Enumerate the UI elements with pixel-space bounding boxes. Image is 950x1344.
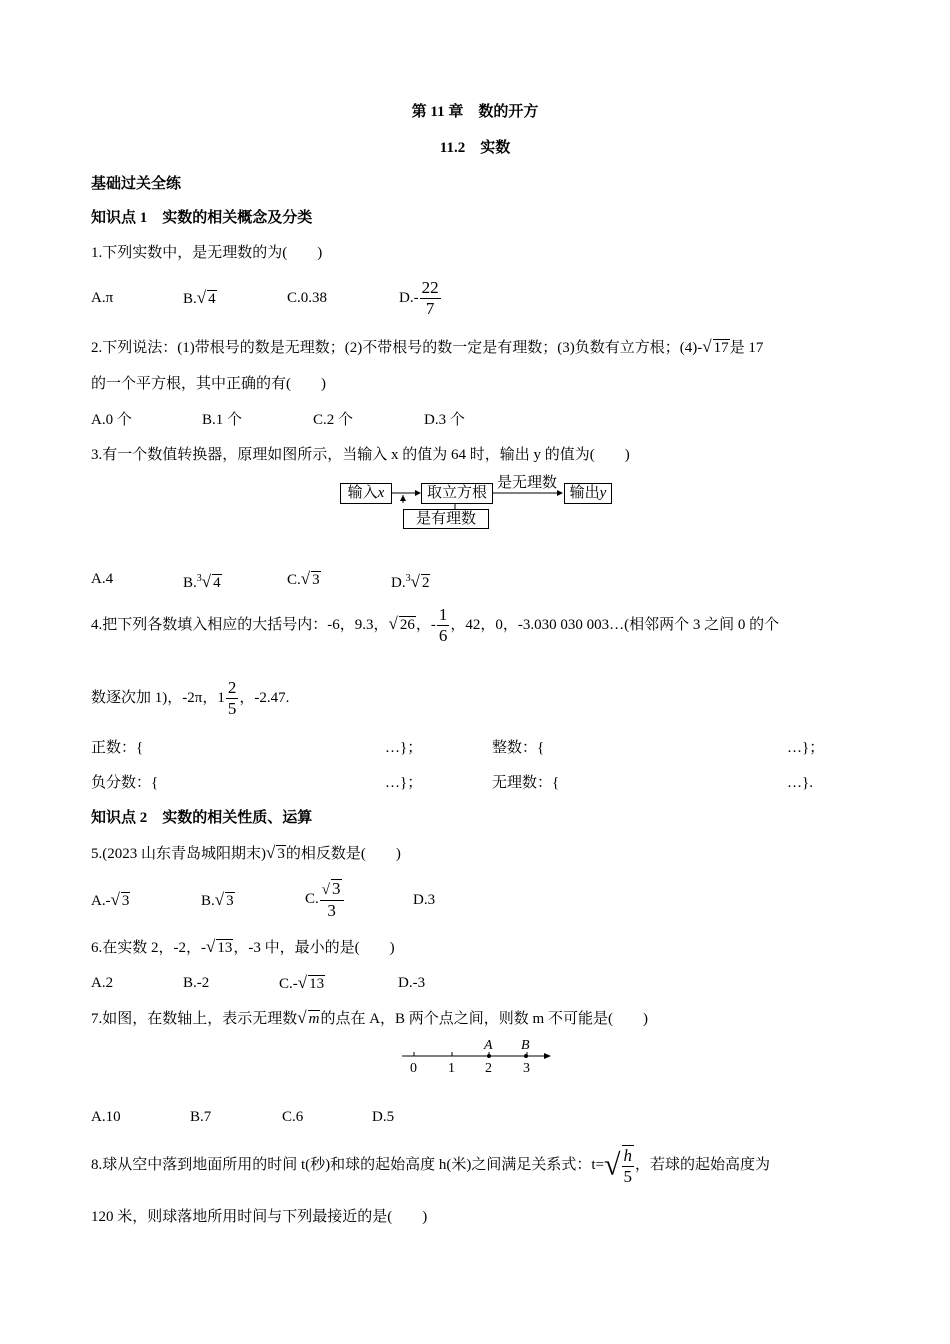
q4-irrational-label: 无理数：{ (492, 775, 560, 791)
q3-stem: 3.有一个数值转换器，原理如图所示，当输入 x 的值为 64 时，输出 y 的值为( ) (91, 447, 630, 463)
q6-stem: 6.在实数 2，-2，-√ 13，-3 中，最小的是( ) (91, 937, 395, 956)
q7-option-d: D.5 (372, 1109, 395, 1125)
q2-line-2: 的一个平方根，其中正确的有( ) (91, 376, 326, 392)
q6-option-d: D.-3 (398, 975, 426, 991)
chapter-title: 第 11 章 数的开方 (411, 104, 539, 120)
q1-stem: 1.下列实数中，是无理数的为( ) (91, 245, 323, 261)
q4-negative-fraction-close: …}； (385, 775, 423, 791)
q4-negative-fraction-label: 负分数：{ (91, 775, 159, 791)
q1-option-c: C.0.38 (287, 290, 328, 306)
q6-option-a: A.2 (91, 975, 114, 991)
point-b-label: B (521, 1038, 530, 1053)
q6-option-b: B.-2 (183, 975, 210, 991)
flow-process-box: 取立方根 (421, 483, 493, 504)
q7-stem: 7.如图，在数轴上，表示无理数√ m的点在 A，B 两个点之间，则数 m 不可能是( ) (91, 1008, 648, 1027)
q3-option-b: B.$^3$√ 4 (183, 572, 221, 591)
q3-option-a: A.4 (91, 571, 114, 587)
q4-line-1: 4.把下列各数填入相应的大括号内：-6，9.3，√ 26，- $\frac{1}{6}$ ，42，0，-3.030 030 003…(相邻两个 3 之间 0 的个 (91, 605, 780, 646)
q3-option-d: D.$^3$√ 2 (391, 572, 430, 591)
q5-option-a: A.-√ 3 (91, 890, 130, 909)
tick-0: 0 (410, 1061, 417, 1076)
q2-line-1: 2.下列说法：(1)带根号的数是无理数；(2)不带根号的数一定是有理数；(3)负数有立方根；(4)-√ 17是 17 (91, 337, 764, 356)
number-line-axis (398, 1036, 558, 1080)
q2-option-a: A.0 个 (91, 412, 132, 428)
q7-number-line (398, 1036, 558, 1080)
knowledge-point-2: 知识点 2 实数的相关性质、运算 (91, 810, 313, 826)
q7-option-a: A.10 (91, 1109, 121, 1125)
q5-option-d: D.3 (413, 892, 436, 908)
q7-option-b: B.7 (190, 1109, 212, 1125)
q5-stem: 5.(2023 山东青岛城阳期末)√ 3的相反数是( ) (91, 843, 401, 862)
q6-option-c: C.-√ 13 (279, 973, 325, 992)
q2-option-c: C.2 个 (313, 412, 354, 428)
intro-heading: 基础过关全练 (91, 176, 182, 192)
flow-rational-box: 是有理数 (403, 509, 489, 529)
q8-line-2: 120 米，则球落地所用时间与下列最接近的是( ) (91, 1209, 428, 1225)
q4-positive-label: 正数：{ (91, 740, 144, 756)
q5-option-c: C. $\frac{√ 3}{3}$ (305, 878, 345, 921)
q4-line-2: 数逐次加 1)，-2π，1 $\frac{2}{5}$ ，-2.47. (91, 678, 290, 719)
flow-input-box: 输入x (340, 483, 392, 504)
q8-line-1: 8.球从空中落到地面所用的时间 t(秒)和球的起始高度 h(米)之间满足关系式：t=√ $\frac{h}{5}$ ，若球的起始高度为 (91, 1145, 771, 1186)
q1-option-d: D.- $\frac{22}{7}$ (399, 278, 439, 319)
q4-integer-close: …}； (787, 740, 825, 756)
flow-irrational-label: 是无理数 (497, 475, 558, 491)
q3-flowchart (335, 473, 615, 533)
q4-irrational-close: …}. (787, 775, 813, 791)
q2-option-d: D.3 个 (424, 412, 465, 428)
q5-option-b: B.√ 3 (201, 890, 234, 909)
point-a-label: A (484, 1038, 493, 1053)
q4-positive-close: …}； (385, 740, 423, 756)
tick-3: 3 (523, 1061, 530, 1076)
q4-integer-label: 整数：{ (492, 740, 545, 756)
section-title: 11.2 实数 (439, 140, 511, 156)
q7-option-c: C.6 (282, 1109, 304, 1125)
q1-option-b: B.√ 4 (183, 288, 216, 307)
tick-2: 2 (485, 1061, 492, 1076)
flow-output-box: 输出y (564, 483, 612, 504)
q2-option-b: B.1 个 (202, 412, 243, 428)
knowledge-point-1: 知识点 1 实数的相关概念及分类 (91, 210, 313, 226)
q1-option-a: A.π (91, 290, 114, 306)
tick-1: 1 (448, 1061, 455, 1076)
q3-option-c: C.√ 3 (287, 569, 320, 588)
